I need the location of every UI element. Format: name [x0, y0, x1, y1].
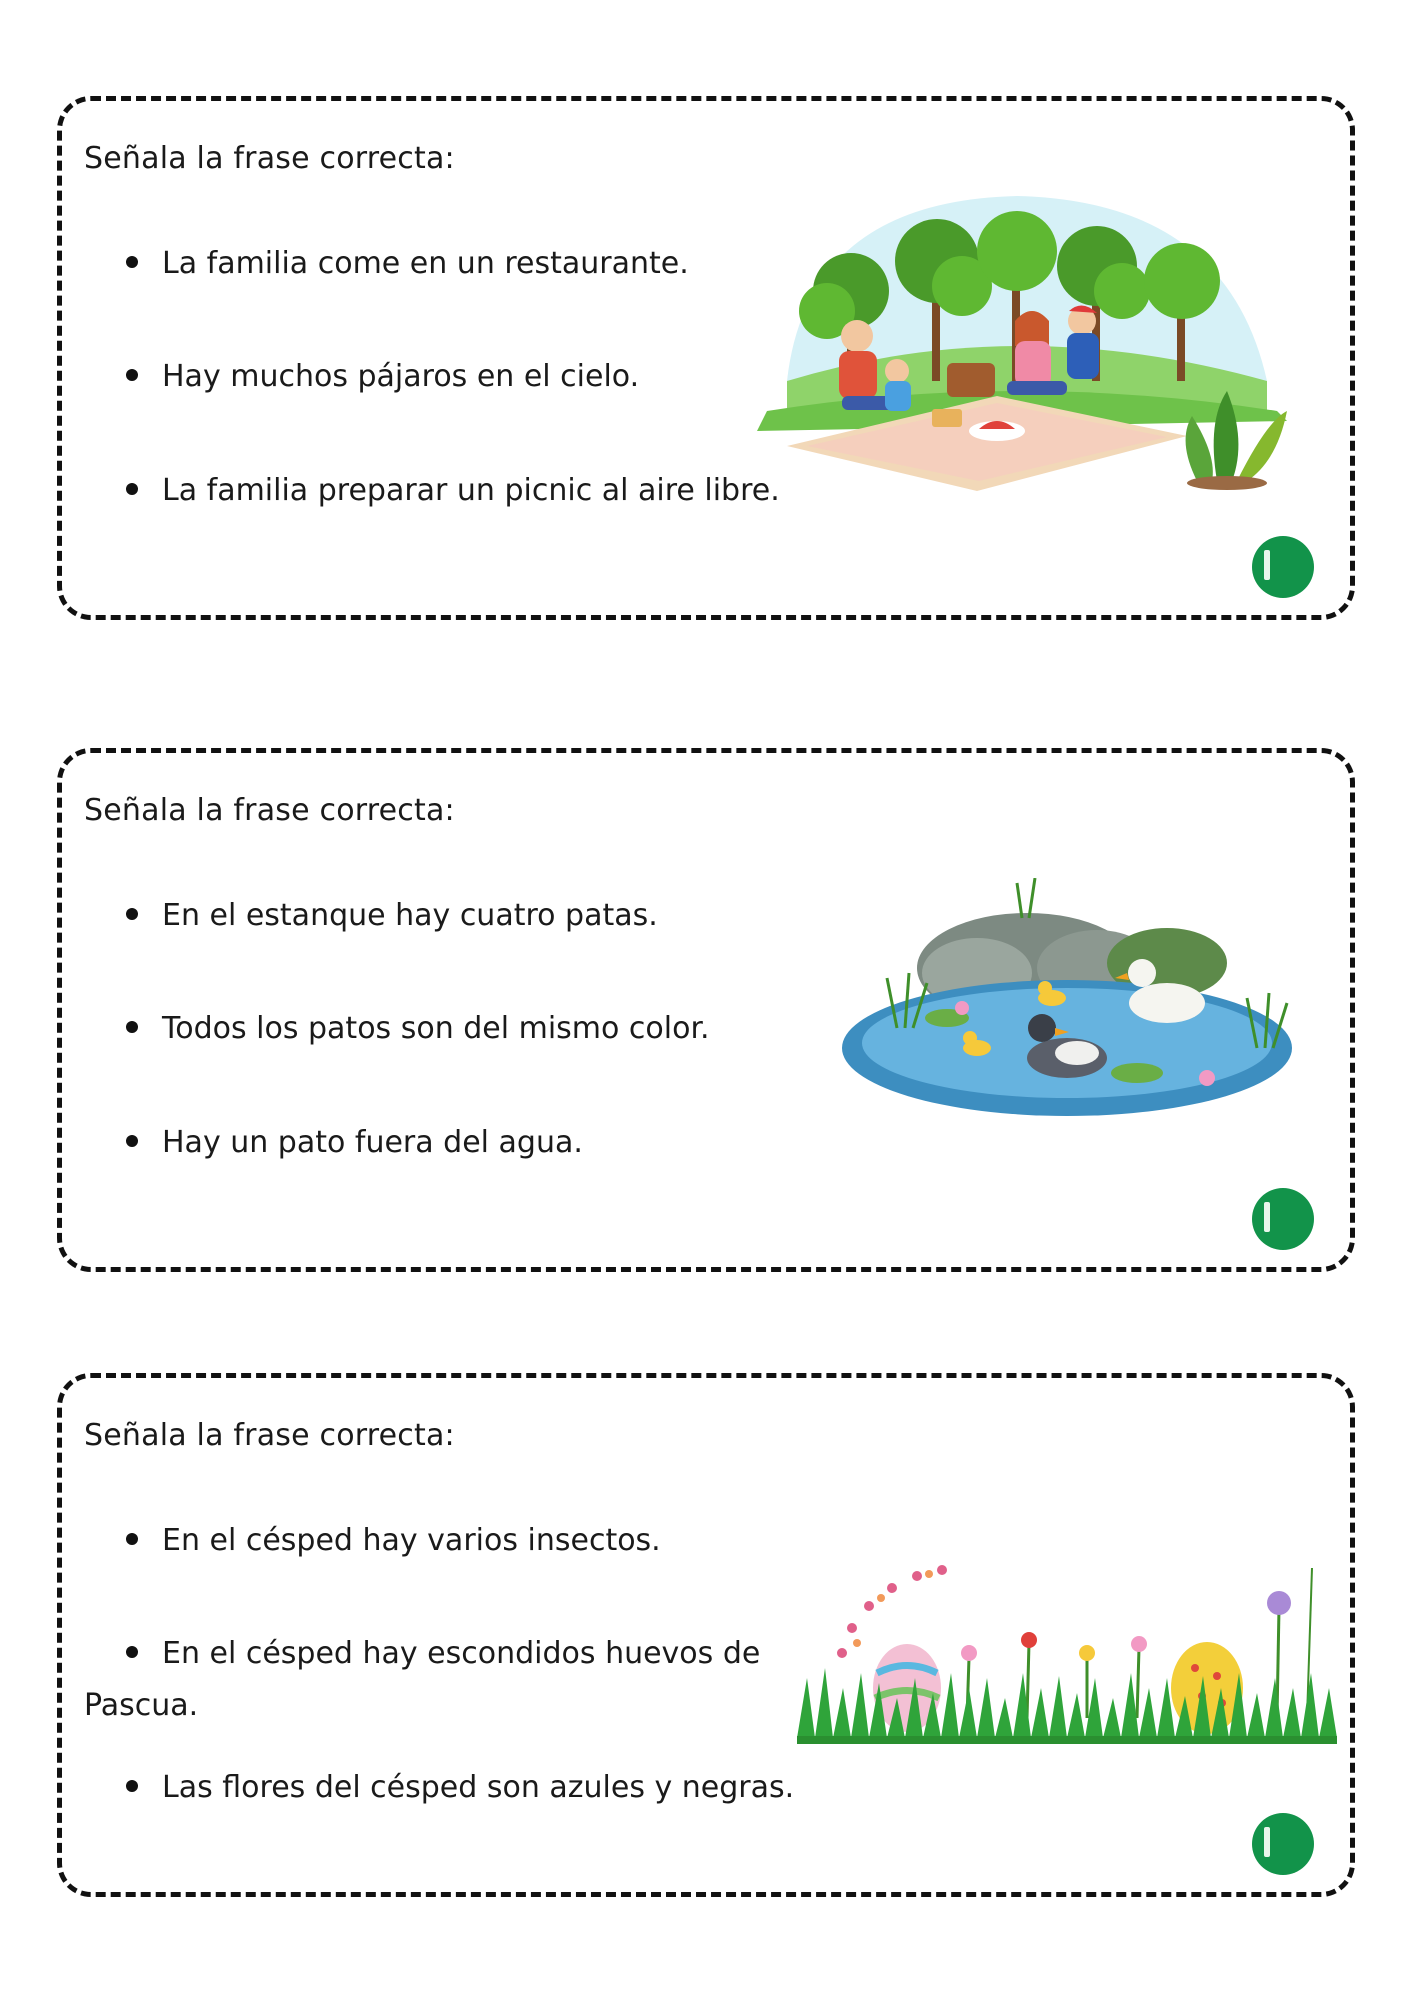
option-2[interactable]: [126, 1636, 760, 1671]
option-1[interactable]: [126, 1523, 661, 1558]
bullet-icon: [126, 1780, 138, 1792]
prompt-text: Señala la frase correcta:: [84, 793, 455, 828]
pencil-logo-icon: [1252, 1188, 1314, 1250]
exercise-card-2: [57, 748, 1355, 1272]
bullet-icon: [126, 908, 138, 920]
option-2[interactable]: [126, 1011, 710, 1046]
option-label: Las flores del césped son azules y negras.: [162, 1770, 795, 1805]
bullet-icon: [126, 483, 138, 495]
exercise-card-1: [57, 96, 1355, 620]
option-label: Todos los patos son del mismo color.: [162, 1011, 710, 1046]
option-label: Hay un pato fuera del agua.: [162, 1125, 583, 1160]
option-1[interactable]: [126, 246, 689, 281]
family-picnic-illustration: [747, 181, 1287, 491]
prompt-text: Señala la frase correcta:: [84, 141, 455, 176]
bullet-icon: [126, 1021, 138, 1033]
exercise-card-3: [57, 1373, 1355, 1897]
option-3[interactable]: [126, 1770, 794, 1805]
pencil-logo-icon: [1252, 536, 1314, 598]
prompt-text: Señala la frase correcta:: [84, 1418, 455, 1453]
option-label: En el estanque hay cuatro patas.: [162, 898, 658, 933]
option-2[interactable]: [126, 359, 639, 394]
bullet-icon: [126, 369, 138, 381]
bullet-icon: [126, 1135, 138, 1147]
bullet-icon: [126, 256, 138, 268]
option-label: En el césped hay escondidos huevos de: [162, 1636, 761, 1671]
option-3[interactable]: [126, 473, 780, 508]
bullet-icon: [126, 1533, 138, 1545]
easter-eggs-illustration: [797, 1548, 1337, 1748]
option-label: En el césped hay varios insectos.: [162, 1523, 661, 1558]
pencil-logo-icon: [1252, 1813, 1314, 1875]
option-label: La familia preparar un picnic al aire libre.: [162, 473, 780, 508]
ducks-pond-illustration: [837, 878, 1297, 1123]
option-1[interactable]: [126, 898, 658, 933]
option-label: Hay muchos pájaros en el cielo.: [162, 359, 640, 394]
option-2-continuation: Pascua.: [84, 1688, 199, 1723]
option-3[interactable]: [126, 1125, 583, 1160]
bullet-icon: [126, 1646, 138, 1658]
option-label: La familia come en un restaurante.: [162, 246, 689, 281]
